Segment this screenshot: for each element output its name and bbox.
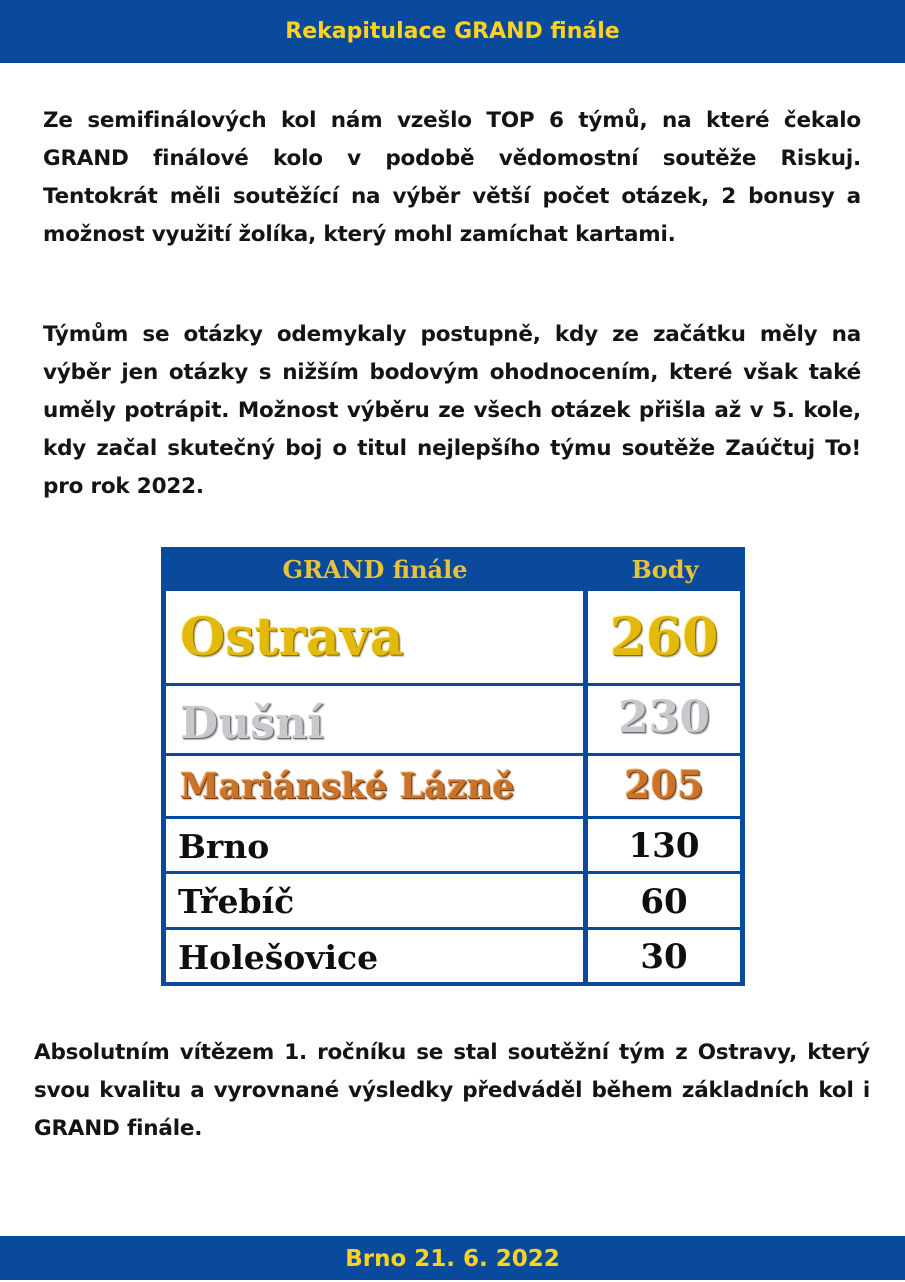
team-points-5: 60 xyxy=(640,882,688,922)
table-row-6-points-cell xyxy=(588,930,740,982)
table-row-5-points-cell xyxy=(588,874,740,927)
intro-paragraph-2: Týmům se otázky odemykaly postupně, kdy ze začátku měly na výběr jen otázky s nižším bodovým ohodnocením, které však také uměly potrápit. Možnost výběru ze všech otázek přišla až v 5. kole, kdy začal skutečný boj o titul nejlepšího týmu soutěže Zaúčtuj To! pro rok 2022. xyxy=(43,322,861,499)
table-row-2-team-cell xyxy=(166,686,583,753)
page-title: Rekapitulace GRAND finále xyxy=(285,19,620,44)
table-row-1-team-cell xyxy=(166,591,583,683)
table-row-1-points-cell xyxy=(588,591,740,683)
team-name-4: Brno xyxy=(178,827,270,866)
header-banner xyxy=(0,0,905,63)
team-points-1: 260 xyxy=(609,607,719,668)
team-name-6: Holešovice xyxy=(178,938,379,977)
table-row-3-points-cell xyxy=(588,756,740,816)
results-table-header xyxy=(161,547,745,589)
intro-paragraph-1: Ze semifinálových kol nám vzešlo TOP 6 týmů, na které čekalo GRAND finálové kolo v podobě vědomostní soutěže Riskuj. Tentokrát měli soutěžící na výběr větší počet otázek, 2 bonusy a možnost využití žolíka, který mohl zamíchat kartami. xyxy=(43,108,861,247)
team-name-1: Ostrava xyxy=(180,607,404,668)
table-row-5-team-cell xyxy=(166,874,583,927)
team-points-3: 205 xyxy=(624,762,704,807)
team-points-6: 30 xyxy=(640,937,688,977)
conclusion-paragraph: Absolutním vítězem 1. ročníku se stal soutěžní tým z Ostravy, který svou kvalitu a vyrovnané výsledky předváděl během základních kol i GRAND finále. xyxy=(34,1040,870,1141)
team-name-5: Třebíč xyxy=(178,882,295,921)
table-row-4-team-cell xyxy=(166,819,583,871)
team-points-4: 130 xyxy=(628,826,700,866)
table-row-3-team-cell xyxy=(166,756,583,816)
results-table xyxy=(161,547,745,986)
footer-date: Brno 21. 6. 2022 xyxy=(345,1246,560,1272)
team-name-3: Mariánské Lázně xyxy=(180,766,515,807)
table-row-6-team-cell xyxy=(166,930,583,982)
team-points-2: 230 xyxy=(618,692,710,743)
team-column-header: GRAND finále xyxy=(282,555,468,584)
table-row-4-points-cell xyxy=(588,819,740,871)
points-column-header: Body xyxy=(631,555,699,584)
table-row-2-points-cell xyxy=(588,686,740,753)
team-name-2: Dušní xyxy=(180,698,324,749)
footer-banner xyxy=(0,1236,905,1280)
